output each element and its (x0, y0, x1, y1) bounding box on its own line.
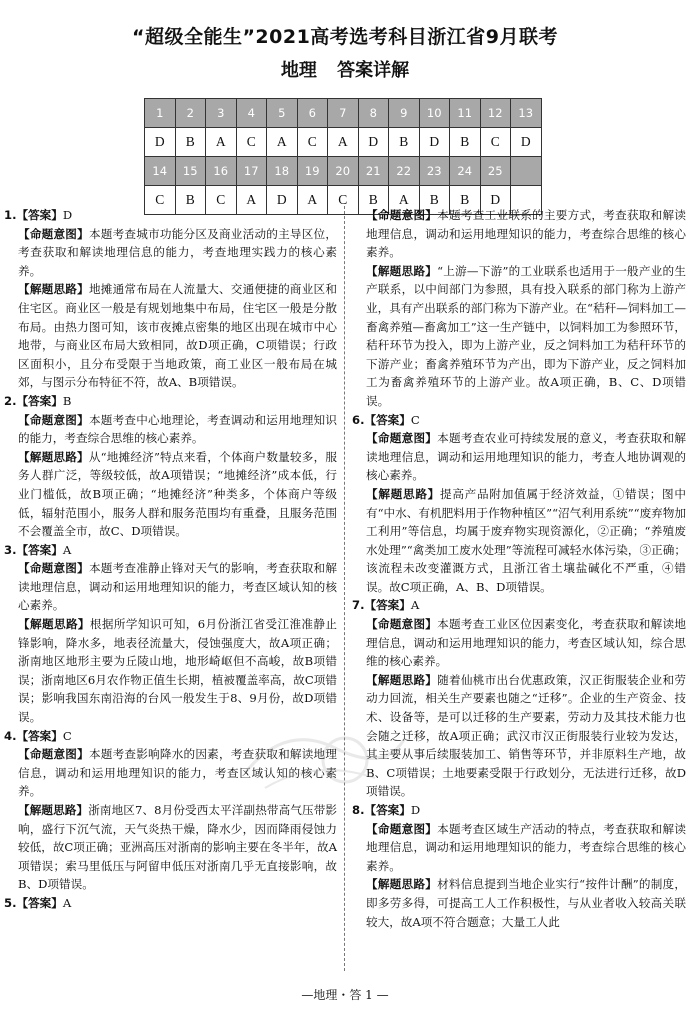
question-number-cell: 22 (389, 157, 420, 186)
question-number-cell: 24 (450, 157, 481, 186)
analysis-text: “上游—下游”的工业联系也适用于一般产业的生产联系，以中间部门为参照，具有投入联系的部门称为上游产业，具有产出联系的部门称为下游产业。在“秸秆—饲料加工—畜禽养殖—畜禽加工”这一生产链中，以饲料加工为参照环节，秸秆环节为投入，即为上游产业，反之饲料加工为秸秆环节的下游产业；畜禽养殖环节为产出，即为下游产业，反之饲料加工为畜禽养殖环节的上游产业。故A项正确，B、C、D项错误。 (366, 263, 686, 408)
question-4-analysis (18, 801, 337, 894)
empty-cell (511, 157, 542, 186)
analysis-text: 根据所学知识可知，6月份浙江省受江淮准静止锋影响，降水多，地表径流量大，侵蚀强度大，故A项正确；浙南地区地形主要为丘陵山地，地形崎岖但不高峻，故B项错误；浙南地区6月农作物正值生长期，植被覆盖率高，故C项错误；影响我国东南沿海的台风一般发生于8、9月份，故D项错误。 (18, 617, 337, 725)
intent-label: 【命题意图】 (366, 821, 438, 836)
question-3-intent (18, 559, 337, 615)
answer-cell: D (358, 128, 389, 157)
question-3-answer (4, 541, 337, 560)
answer-label: 【答案】 (16, 895, 63, 910)
answer-cell: A (236, 186, 267, 215)
answer-cell: C (206, 186, 237, 215)
question-number-cell: 8 (358, 99, 389, 128)
answer-value: A (62, 895, 72, 910)
question-number-cell: 4 (236, 99, 267, 128)
answer-value: C (62, 728, 72, 743)
answer-cell: B (389, 128, 420, 157)
analysis-text: 材料信息提到当地企业实行“按件计酬”的制度，即多劳多得，可提高工人工作积极性，与从业者收入较高关联较大，故A项不符合题意；大量工人此 (366, 877, 686, 929)
question-6-analysis (366, 485, 686, 597)
answer-value: A (410, 598, 420, 613)
question-number-cell: 11 (450, 99, 481, 128)
question-number-cell: 7 (328, 99, 359, 128)
question-5-analysis (366, 262, 686, 411)
analysis-label: 【解题思路】 (18, 803, 89, 817)
answer-value: C (410, 412, 420, 427)
answer-cell: B (419, 186, 450, 215)
question-3-analysis (18, 615, 337, 727)
question-number-cell: 6 (297, 99, 328, 128)
question-number: 2. (4, 393, 17, 408)
question-number: 5. (4, 895, 17, 910)
question-number-cell: 25 (480, 157, 511, 186)
question-number: 6. (352, 412, 365, 427)
question-8-answer (352, 801, 686, 820)
question-7-answer (352, 596, 686, 615)
analysis-label: 【解题思路】 (366, 672, 438, 687)
intent-label: 【命题意图】 (18, 747, 89, 762)
page-title: “超级全能生”2021高考选考科目浙江省9月联考 (131, 26, 559, 48)
answer-label: 【答案】 (364, 803, 411, 817)
page-subtitle: 地理 答案详解 (280, 60, 410, 81)
answer-cell: C (236, 128, 267, 157)
answer-label: 【答案】 (16, 208, 63, 222)
answer-cell: B (450, 128, 481, 157)
question-number-cell: 20 (328, 157, 359, 186)
answer-cell: D (511, 128, 542, 157)
answer-cell: A (328, 128, 359, 157)
question-1-analysis (18, 280, 337, 392)
question-2-answer (4, 392, 337, 411)
question-number-cell: 21 (358, 157, 389, 186)
answer-cell: D (267, 186, 298, 215)
question-number-cell: 3 (206, 99, 237, 128)
analysis-text: 提高产品附加值属于经济效益，①错误；图中有“中水、有机肥料用于作物种植区”“沼气利用系统”“废弃物加工利用”等信息，均属于废弃物实现资源化，②正确；“养殖废水处理”“禽类加工废水处理”等流程可减轻水体污染，③正确；该流程未改变灌溉方式，且浙江省土壤盐碱化不严重，④错误。故C项正确，A、B、D项错误。 (366, 486, 686, 594)
question-number: 7. (352, 598, 365, 613)
answer-cell: A (206, 128, 237, 157)
answer-cell: A (267, 128, 298, 157)
analysis-label: 【解题思路】 (366, 263, 438, 278)
question-number-cell: 9 (389, 99, 420, 128)
intent-text: 本题考查农业可持续发展的意义，考查获取和解读地理信息，调动和运用地理知识的能力，考查人地协调观的核心素养。 (366, 431, 686, 483)
analysis-label: 【解题思路】 (366, 877, 438, 892)
answer-cell: D (145, 128, 176, 157)
intent-text: 本题考查区域生产活动的特点，考查获取和解读地理信息，调动和运用地理知识的能力，考查综合思维的核心素养。 (366, 821, 686, 873)
analysis-text: 随着仙桃市出台优惠政策，汉正街服装企业和劳动力回流，相关生产要素也随之“迁移”。企业的生产资金、技术、设备等，是可以迁移的生产要素，劳动力及其技术能力也会随之迁移，故A项正确；武汉市汉正街服装行业较为发达，其主要从事后续服装加工、销售等环节，并非原料生产地，故B、C项错误；土地要素受限于行政划分，无法进行迁移，故D项错误。 (366, 672, 686, 799)
answer-table-row-answers-1 (145, 128, 542, 157)
answer-value: B (62, 393, 72, 408)
answer-label: 【答案】 (16, 728, 63, 743)
answer-cell: A (297, 186, 328, 215)
question-2-analysis (18, 448, 337, 541)
question-1-intent (18, 225, 337, 281)
question-7-intent (366, 615, 686, 671)
answer-cell: B (175, 186, 206, 215)
answer-cell: B (358, 186, 389, 215)
intent-label: 【命题意图】 (18, 561, 89, 576)
question-number-cell: 19 (297, 157, 328, 186)
intent-label: 【命题意图】 (18, 412, 89, 427)
question-number-cell: 5 (267, 99, 298, 128)
right-column (352, 206, 686, 931)
intent-text: 本题考查工业区位因素变化，考查获取和解读地理信息，调动和运用地理知识的能力，考查区域认知，综合思维的核心素养。 (366, 617, 686, 669)
answer-cell: B (175, 128, 206, 157)
question-number-cell: 1 (145, 99, 176, 128)
question-number: 4. (4, 728, 17, 743)
intent-text: 本题考查工业联系的主要方式，考查获取和解读地理信息，调动和运用地理知识的能力，考查综合思维的核心素养。 (366, 208, 686, 260)
analysis-label: 【解题思路】 (366, 486, 441, 501)
question-5-intent (366, 206, 686, 262)
intent-text: 本题考查准静止锋对天气的影响，考查获取和解读地理信息，调动和运用地理知识的能力，考查区域认知的核心素养。 (18, 561, 337, 613)
intent-label: 【命题意图】 (366, 431, 438, 446)
intent-label: 【命题意图】 (366, 617, 438, 632)
answer-label: 【答案】 (16, 393, 63, 408)
answer-cell: C (145, 186, 176, 215)
question-number: 8. (352, 803, 365, 817)
question-number-cell: 18 (267, 157, 298, 186)
intent-label: 【命题意图】 (366, 208, 438, 222)
question-number-cell: 2 (175, 99, 206, 128)
watermark-logo-icon (225, 718, 415, 798)
analysis-text: 浙南地区7、8月份受西太平洋副热带高气压带影响，盛行下沉气流，天气炎热干燥，降水少，因而降雨侵蚀力较低，故C项正确；亚洲高压对浙南的影响主要在冬半年，故A项错误；索马里低压与阿留申低压对浙南几乎无直接影响，故B、D项错误。 (18, 803, 337, 892)
question-number-cell: 14 (145, 157, 176, 186)
answer-label: 【答案】 (364, 598, 411, 613)
question-6-answer (352, 411, 686, 430)
answer-label: 【答案】 (16, 542, 63, 557)
answer-table-row-numbers-2 (145, 157, 542, 186)
answer-value: A (62, 542, 72, 557)
question-1-answer (4, 206, 337, 225)
question-number-cell: 12 (480, 99, 511, 128)
page-footer: —地理・答 1 — (301, 988, 389, 1002)
answer-cell: C (297, 128, 328, 157)
answer-cell: B (450, 186, 481, 215)
question-number-cell: 13 (511, 99, 542, 128)
question-number-cell: 23 (419, 157, 450, 186)
answer-cell: C (328, 186, 359, 215)
intent-label: 【命题意图】 (18, 226, 89, 241)
question-5-answer (4, 894, 337, 913)
answer-table-row-numbers-1 (145, 99, 542, 128)
analysis-text: 从“地摊经济”特点来看，个体商户数量较多，服务人群广泛，等级较低，故A项错误；“地摊经济”成本低，行业门槛低，故B项正确；“地摊经济”种类多，个体商户等级低，辐射范围小，服务人群和服务范围均有重叠，且服务范围不会覆盖全市，故C、D项错误。 (18, 449, 337, 539)
column-divider (344, 206, 345, 971)
question-number-cell: 10 (419, 99, 450, 128)
question-6-intent (366, 429, 686, 485)
question-8-analysis (366, 875, 686, 931)
answer-cell: D (419, 128, 450, 157)
left-column (4, 206, 337, 913)
question-2-intent (18, 411, 337, 448)
question-number: 3. (4, 542, 17, 557)
analysis-label: 【解题思路】 (18, 282, 89, 297)
answer-value: D (62, 208, 73, 222)
question-number: 1. (4, 208, 17, 222)
analysis-label: 【解题思路】 (18, 449, 89, 464)
intent-text: 本题考查影响降水的因素，考查获取和解读地理信息，调动和运用地理知识的能力，考查区域认知的核心素养。 (18, 747, 337, 799)
question-8-intent (366, 820, 686, 876)
intent-text: 本题考查中心地理论，考查调动和运用地理知识的能力，考查综合思维的核心素养。 (18, 412, 337, 446)
question-number-cell: 16 (206, 157, 237, 186)
intent-text: 本题考查城市功能分区及商业活动的主导区位，考查获取和解读地理信息的能力，考查地理实践力的核心素养。 (18, 226, 337, 278)
question-number-cell: 17 (236, 157, 267, 186)
answer-cell: A (389, 186, 420, 215)
answer-value: D (410, 803, 421, 817)
question-number-cell: 15 (175, 157, 206, 186)
answer-cell: D (480, 186, 511, 215)
analysis-text: 地摊通常布局在人流量大、交通便捷的商业区和住宅区。商业区一般是有规划地集中布局，住宅区一般是分散布局。由热力图可知，该市夜摊点密集的地区出现在城市中心地带，与商业区布局大致相同，故D项正确，C项错误；行政区面积小，且分布受限于当地政策，商工业区一般布局在城郊，与图示分布特征不符，故A、B项错误。 (18, 282, 337, 390)
analysis-label: 【解题思路】 (18, 617, 90, 632)
answer-cell: C (480, 128, 511, 157)
answer-table (144, 98, 542, 215)
answer-label: 【答案】 (364, 412, 411, 427)
